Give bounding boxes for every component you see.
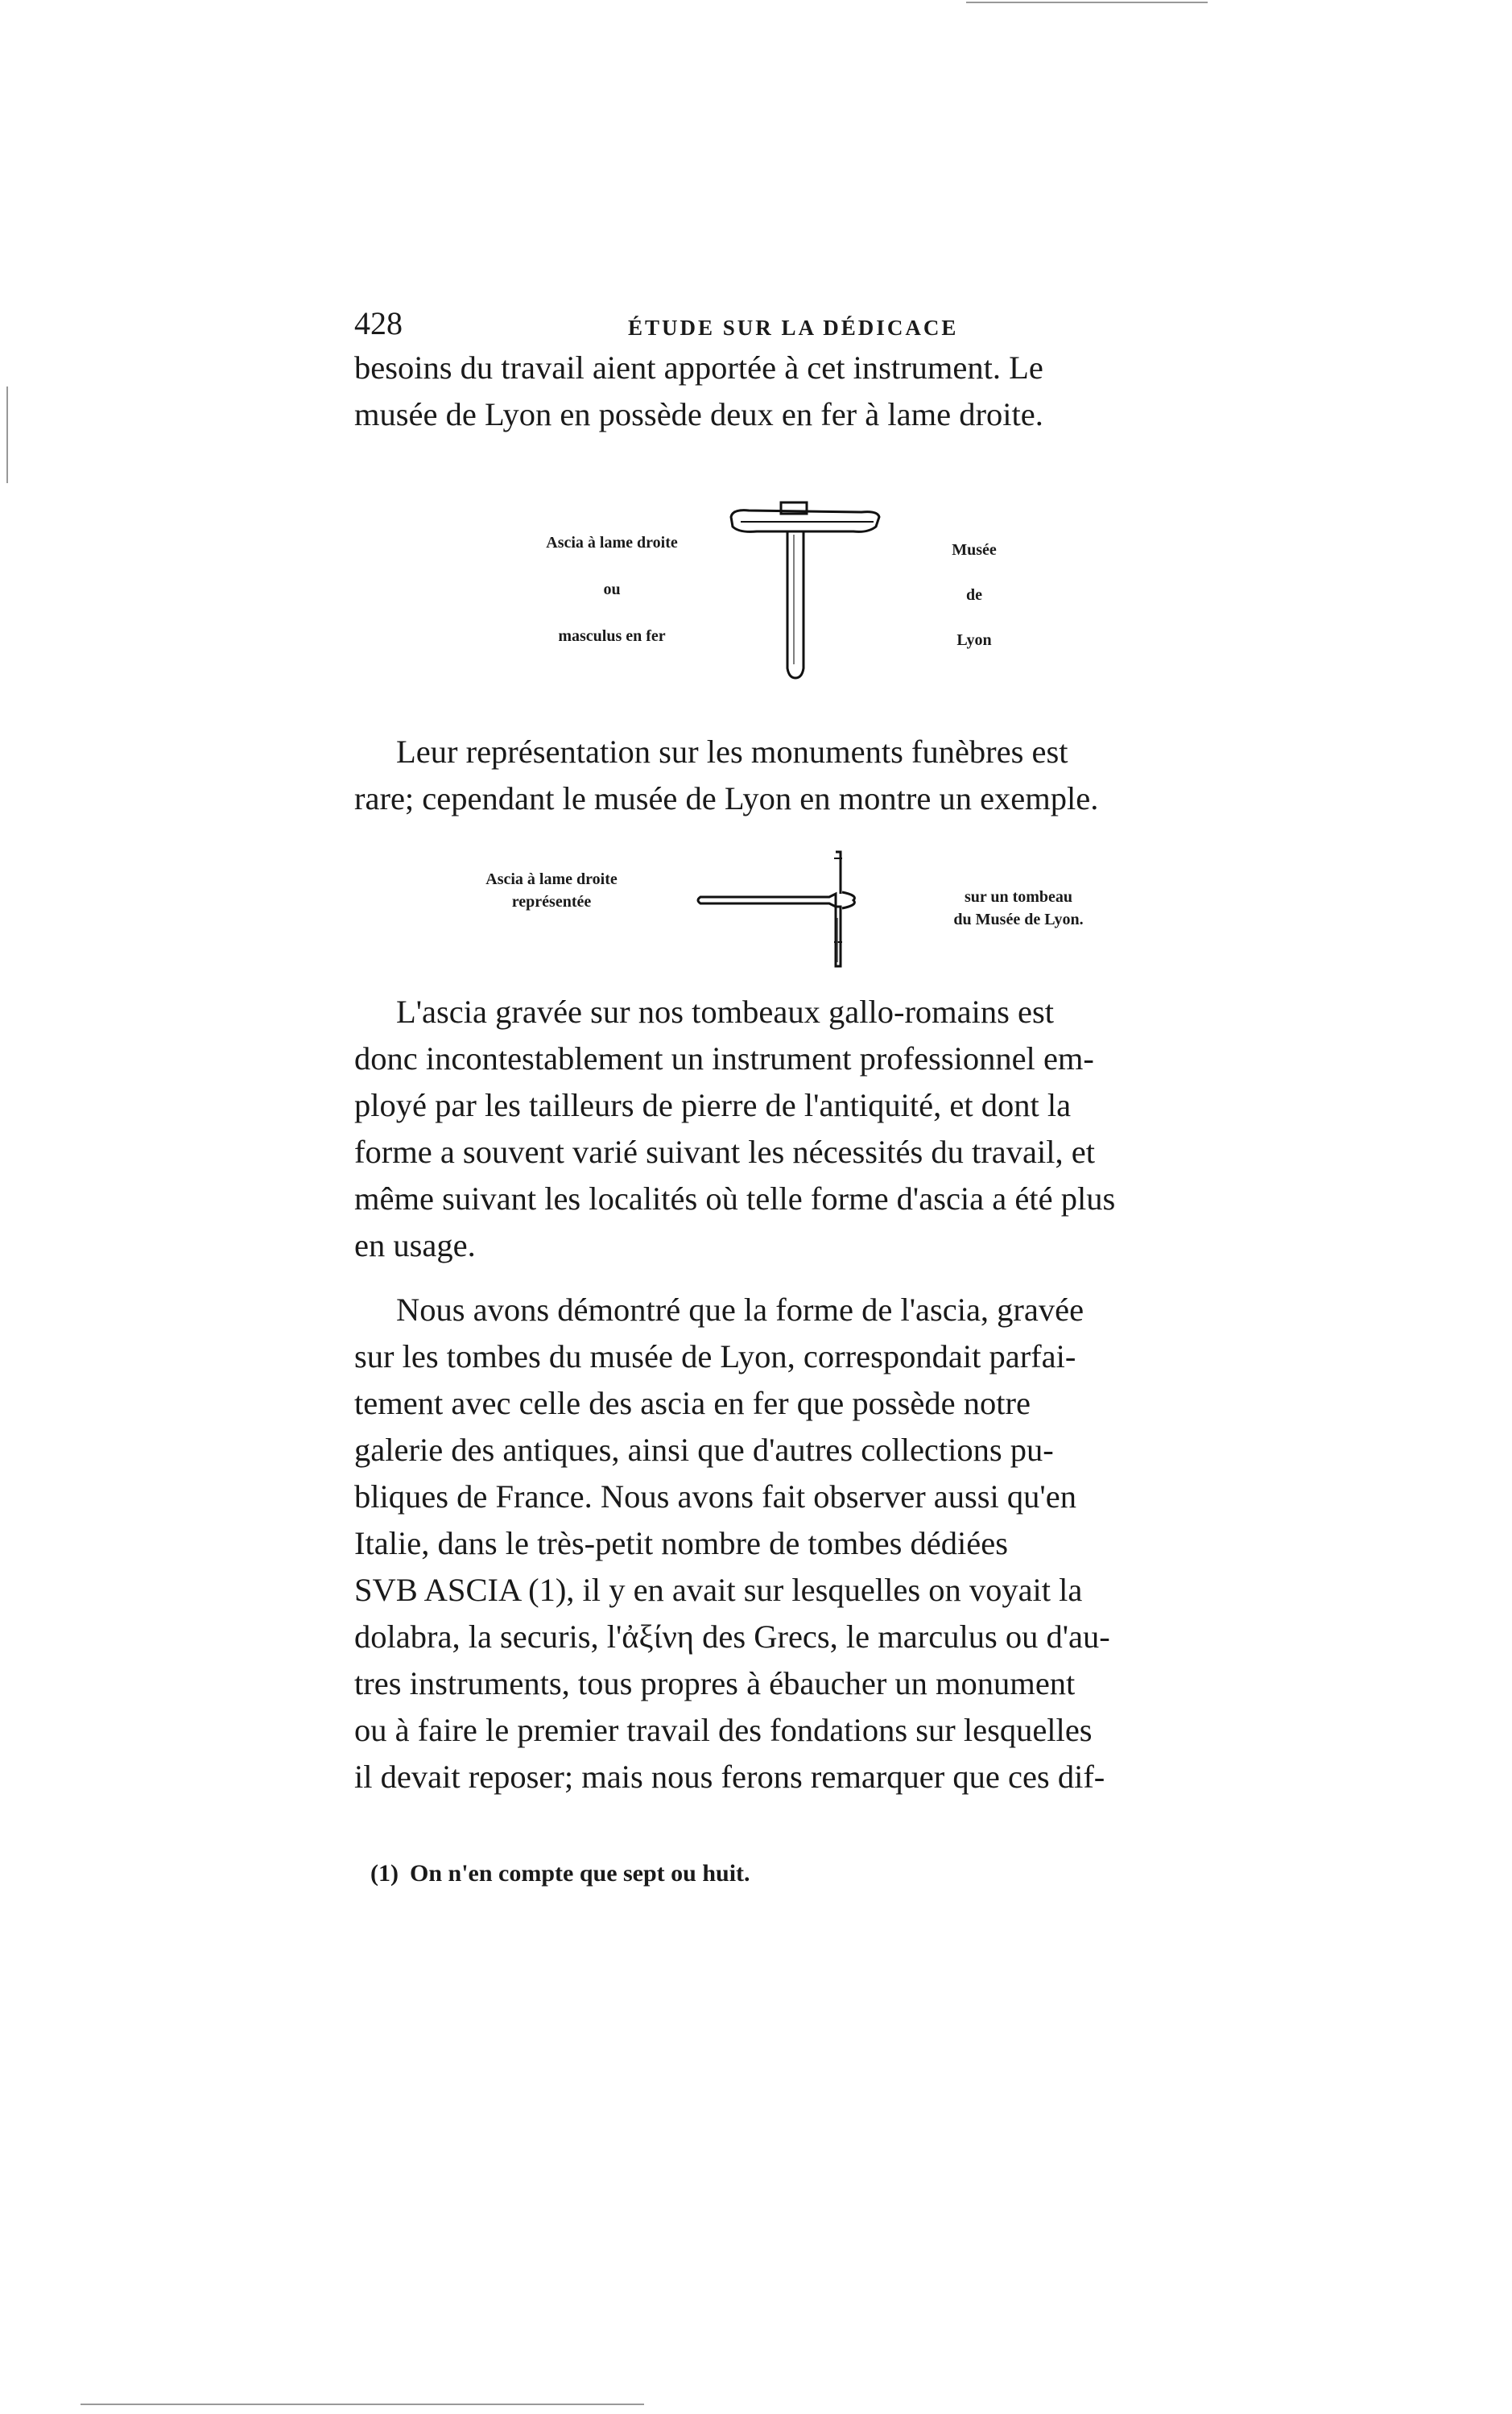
text-line: tres instruments, tous propres à ébaucher un monument bbox=[354, 1665, 1076, 1701]
caption-line: Ascia à lame droite bbox=[546, 534, 678, 552]
paragraph-1 bbox=[354, 345, 1224, 438]
caption-line: représentée bbox=[511, 893, 592, 911]
figure-2-caption-right bbox=[918, 886, 1119, 931]
text-line: tement avec celle des ascia en fer que possède notre bbox=[354, 1385, 1031, 1421]
text-line: sur les tombes du musée de Lyon, correspondait parfai- bbox=[354, 1338, 1076, 1374]
caption-line: ou bbox=[603, 581, 621, 598]
text-line: galerie des antiques, ainsi que d'autres collections pu- bbox=[354, 1432, 1054, 1468]
caption-line: Ascia à lame droite bbox=[485, 870, 618, 888]
paragraph-4 bbox=[354, 1287, 1224, 1800]
text-line: Italie, dans le très-petit nombre de tombes dédiées bbox=[354, 1525, 1008, 1561]
footnote bbox=[370, 1860, 750, 1887]
caption-line: de bbox=[966, 586, 982, 604]
text-line: forme a souvent varié suivant les nécessités du travail, et bbox=[354, 1134, 1095, 1170]
text-line: ployé par les tailleurs de pierre de l'antiquité, et dont la bbox=[354, 1087, 1072, 1123]
text-line: ou à faire le premier travail des fondations sur lesquelles bbox=[354, 1712, 1093, 1748]
text-line: dolabra, la securis, l'ἀξίνη des Grecs, le marculus ou d'au- bbox=[354, 1618, 1110, 1655]
text-line: SVB ASCIA (1), il y en avait sur lesquelles on voyait la bbox=[354, 1572, 1083, 1608]
scan-edge-mark bbox=[6, 386, 8, 483]
paragraph-2 bbox=[354, 729, 1224, 822]
figure-1-caption-right bbox=[934, 527, 1014, 663]
text-line: Leur représentation sur les monuments funèbres est bbox=[396, 734, 1068, 770]
text-line: Nous avons démontré que la forme de l'ascia, gravée bbox=[396, 1292, 1084, 1328]
caption-line: du Musée de Lyon. bbox=[953, 911, 1084, 928]
ascia-iron-illustration bbox=[725, 499, 886, 684]
text-line: en usage. bbox=[354, 1227, 476, 1263]
page-number: 428 bbox=[354, 305, 403, 341]
figure-1-caption-left bbox=[515, 519, 708, 659]
header-title: ÉTUDE SUR LA DÉDICACE bbox=[628, 316, 959, 340]
footnote-marker: (1) bbox=[370, 1860, 399, 1887]
text-line: il devait reposer; mais nous ferons remarquer que ces dif- bbox=[354, 1759, 1105, 1795]
paragraph-3 bbox=[354, 989, 1224, 1269]
running-head bbox=[354, 304, 1256, 345]
caption-line: masculus en fer bbox=[558, 627, 666, 645]
text-line: rare; cependant le musée de Lyon en montre un exemple. bbox=[354, 780, 1099, 816]
caption-line: Musée bbox=[952, 541, 997, 559]
caption-line: Lyon bbox=[956, 631, 992, 649]
caption-line: sur un tombeau bbox=[964, 888, 1073, 906]
text-line: bliques de France. Nous avons fait observer aussi qu'en bbox=[354, 1478, 1076, 1515]
text-line: L'ascia gravée sur nos tombeaux gallo-romains est bbox=[396, 994, 1055, 1030]
figure-2-caption-left bbox=[459, 868, 644, 913]
text-line: même suivant les localités où telle forme d'ascia a été plus bbox=[354, 1180, 1116, 1217]
text-line: donc incontestablement un instrument professionnel em- bbox=[354, 1040, 1094, 1077]
footnote-text: On n'en compte que sept ou huit. bbox=[409, 1860, 750, 1887]
ascia-tomb-illustration bbox=[692, 845, 894, 974]
scan-edge-mark bbox=[81, 2404, 644, 2405]
scan-edge-mark bbox=[966, 2, 1208, 3]
text-line: besoins du travail aient apportée à cet instrument. Le bbox=[354, 349, 1043, 386]
text-line: musée de Lyon en possède deux en fer à lame droite. bbox=[354, 396, 1043, 432]
